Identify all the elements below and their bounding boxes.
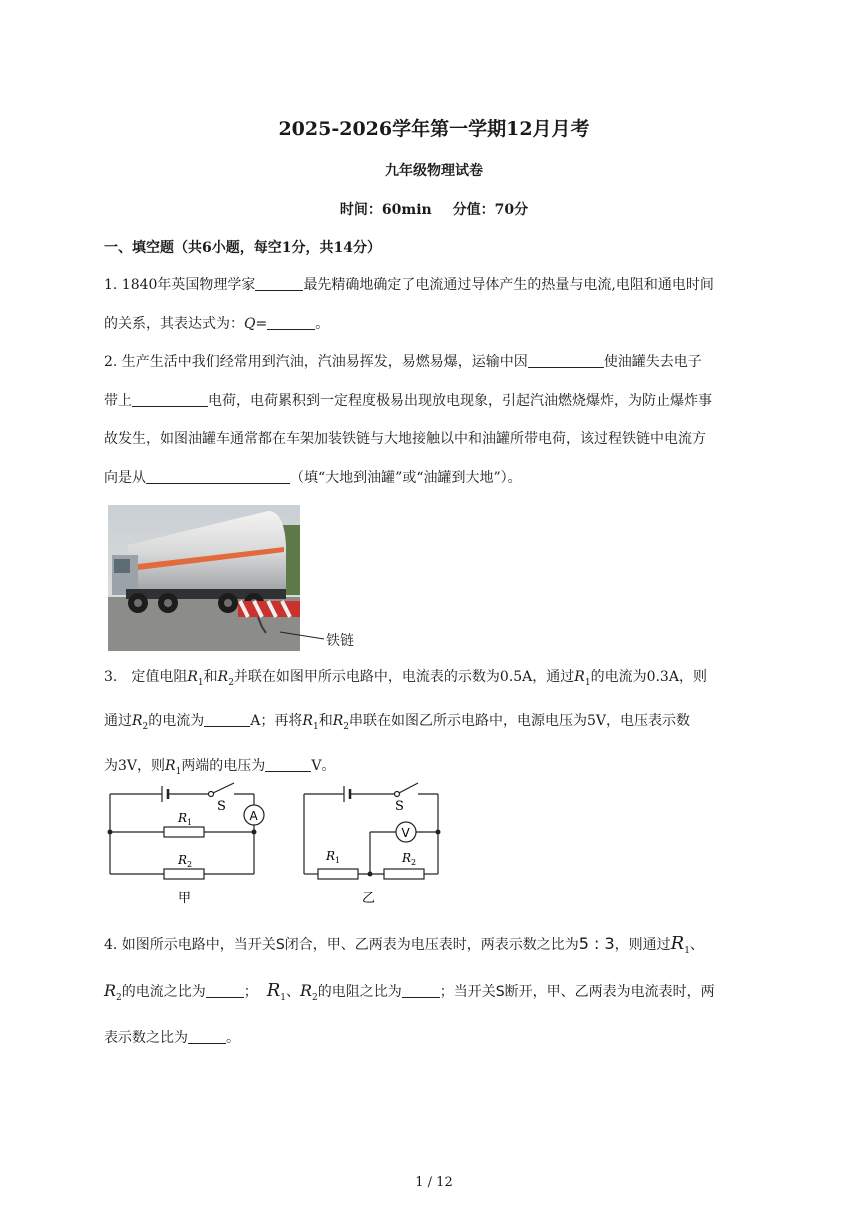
q2-blank-3[interactable] (146, 469, 290, 484)
svg-text:1: 1 (335, 856, 341, 865)
yi-switch-label: S (395, 799, 404, 814)
score-label: 分值：70分 (452, 202, 529, 218)
jia-caption: 甲 (178, 891, 192, 906)
q1-blank-2[interactable] (267, 315, 315, 330)
q3-blank-1[interactable] (204, 712, 250, 727)
yi-r1-label: R (326, 849, 336, 863)
question-2: 2. 生产生活中我们经常用到汽油，汽油易挥发，易燃易爆，运输中因 使油罐失去电子 带上 电荷，电荷累积到一定程度极易出现放电现象，引起汽油燃烧爆炸，为防止爆炸事 故发生，如图油罐车通常都在车架加装铁链与大地接触以中和油罐所带电荷，该过程铁链中电流方 向是从 （填“大地到油罐”或“油罐到大地”）。 (104, 354, 712, 486)
chain-pointer-line (280, 630, 328, 644)
jia-switch-label: S (217, 799, 226, 814)
chain-label: 铁链 (326, 633, 354, 649)
question-3: 3. 定值电阻$R_1$和$R_2$并联在如图甲所示电路中，电流表的示数为0.5A，通过$R_1$的电流为0.3A，则 通过$R_2$的电流为 A；再将$R_1$和$R_2$串联在如图乙所示电路中，电源电压为5V，电压表示数 为3V，则$R_1$两端的电压为 V。 (104, 669, 707, 777)
page-number: 1 / 12 (415, 1175, 453, 1190)
q4-blank-1[interactable] (206, 983, 244, 998)
page-title: 2025-2026学年第一学期12月月考 (278, 118, 590, 140)
svg-text:2: 2 (411, 858, 417, 867)
jia-r1-label: R (178, 811, 188, 825)
question-4: 4. 如图所示电路中，当开关S闭合，甲、乙两表为电压表时，两表示数之比为5 : 3，则通过$R_1$、 $R_2$的电流之比为 ； $R_1$、$R_2$的电阻之比为 ；当开关S断开，甲、乙两表为电流表时，两 表示数之比为 。 (104, 933, 715, 1046)
circuit-yi (294, 778, 454, 908)
time-label: 时间：60min (339, 202, 432, 218)
svg-text:2: 2 (187, 860, 193, 869)
question-1: 1. 1840年英国物理学家 最先精确地确定了电流通过导体产生的热量与电流,电阻和通电时间 的关系，其表达式为：Q= 。 (104, 277, 714, 332)
section-heading: 一、填空题（共6小题，每空1分，共14分） (104, 240, 381, 256)
circuit-jia (100, 778, 270, 908)
jia-ammeter-label: A (249, 809, 258, 823)
q2-blank-1[interactable] (528, 353, 604, 368)
yi-voltmeter-label: V (401, 826, 410, 840)
q4-blank-3[interactable] (188, 1029, 226, 1044)
svg-text:1: 1 (187, 818, 193, 827)
q4-blank-2[interactable] (402, 983, 440, 998)
page-subtitle: 九年级物理试卷 (385, 163, 483, 179)
q1-blank-1[interactable] (255, 276, 303, 291)
jia-r2-label: R (178, 853, 188, 867)
tanker-truck-image (108, 505, 300, 651)
q3-blank-2[interactable] (265, 757, 311, 772)
yi-caption: 乙 (362, 891, 376, 906)
q2-blank-2[interactable] (132, 392, 208, 407)
time-score-line (0, 199, 868, 219)
yi-r2-label: R (402, 851, 412, 865)
